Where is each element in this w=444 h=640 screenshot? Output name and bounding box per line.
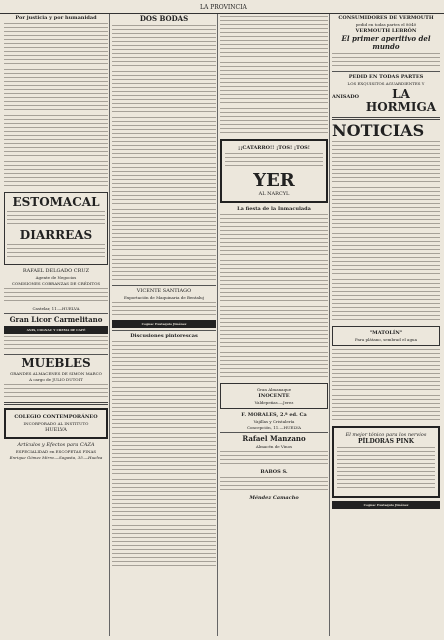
morales-title: F. MORALES, 2.ª ed. Ca: [241, 412, 307, 418]
article-text: [220, 352, 328, 380]
divider: [220, 432, 328, 433]
divider: [4, 402, 108, 405]
cognac-jimenez-2: Cognac Eustaquio Jiménez: [332, 501, 440, 509]
divider: [332, 71, 440, 72]
divider: [112, 330, 216, 331]
inocente-subtitle: Valdepeñas.—Jerez: [254, 400, 294, 405]
masthead-title: LA PROVINCIA: [200, 4, 247, 11]
almanaque-ad: [220, 383, 328, 409]
colegio-ad: [4, 408, 108, 439]
muebles-subtitle: GRANDES ALMACENES DE SIMON MARCO: [10, 371, 102, 376]
article-text: [220, 16, 328, 60]
pedid-title: PEDID EN TODAS PARTES: [348, 74, 424, 80]
colegio-city: HUELVA: [45, 427, 67, 433]
diarreas-title: DIARREAS: [19, 228, 93, 242]
article-text: [4, 161, 108, 189]
pildoras-title: PÍLDORAS PINK: [357, 438, 415, 445]
vicente-subtitle: Exportación de Maquinaria de Bentaluj: [124, 295, 204, 300]
mendez-camacho: Méndez Camacho: [249, 495, 299, 501]
article-text: [112, 255, 216, 283]
colegio-title: COLEGIO CONTEMPORÁNEO: [14, 414, 98, 420]
muebles-manager: A cargo de JULIO DUTOIT: [29, 377, 83, 382]
ad-text: [332, 53, 440, 69]
article-text: [220, 214, 328, 258]
article-text: [112, 387, 216, 431]
article-text: [332, 141, 440, 185]
cognac-jimenez: Cognac Eustaquio Jiménez: [112, 320, 216, 328]
enrique-address: Enrique Gómez Mirra.—Sagasta, 35.—Huelva: [9, 455, 103, 460]
estomacal-title: ESTOMACAL: [12, 195, 100, 209]
primer-aperitivo: El primer aperitivo del mundo: [341, 34, 431, 51]
article-text: [112, 117, 216, 161]
concepcion-address: Concepción, 11.—HUELVA: [246, 425, 302, 430]
divider: [4, 313, 108, 314]
agent-name: RAFAEL DELGADO CRUZ: [22, 268, 90, 274]
column-2: [112, 14, 216, 636]
exquisitos: LOS EXQUISITOS AGUARDIENTES Y: [347, 81, 425, 86]
article-text: [112, 433, 216, 477]
consumidores-title: CONSUMIDORES DE VERMOUTH: [338, 15, 434, 21]
column-1: [4, 14, 108, 636]
licor-title: Gran Licor Carmelitano: [9, 315, 103, 324]
muebles-title: MUEBLES: [21, 356, 91, 370]
article-text: [332, 395, 440, 423]
yer-title: YER: [253, 170, 295, 191]
article-text: [4, 115, 108, 159]
hormiga-title: LA HORMIGA: [365, 87, 437, 114]
ad-text: [220, 451, 328, 467]
headline-justicia: Por justicia y por humanidad: [15, 15, 97, 21]
hormiga-row: [332, 87, 440, 115]
article-text: [220, 62, 328, 106]
article-text: [332, 279, 440, 323]
divider: [332, 117, 440, 120]
ad-text: [220, 477, 328, 493]
section-discusiones: Discusiones pintorescas: [130, 333, 198, 339]
manzano-subtitle: Almacén de Vinos: [255, 444, 293, 449]
column-rule: [217, 14, 218, 636]
article-text: [4, 69, 108, 113]
article-text: [332, 187, 440, 231]
matolin-title: "MATOLÍN": [369, 330, 403, 336]
estomacal-ad: [4, 192, 108, 265]
escopetas: ESPECIALIDAD en ESCOPETAS FINAS: [15, 449, 97, 454]
ad-text: [4, 288, 108, 304]
column-3: [220, 14, 328, 636]
colegio-subtitle: INCORPORADO AL INSTITUTO: [23, 421, 89, 426]
manzano-title: Rafael Manzano: [242, 434, 306, 443]
article-text: [112, 479, 216, 523]
comisiones: COMISIONES COBRANZAS DE CRÉDITOS: [11, 281, 101, 286]
article-text: [220, 108, 328, 136]
anisado-label: ANISADO: [332, 94, 359, 100]
ad-text: [7, 211, 105, 227]
agent-address: Castelar, 11.—HUELVA: [32, 306, 80, 311]
inocente-title: INOCENTE: [258, 393, 290, 399]
vajillas: Vajillas y Cristalería: [253, 419, 295, 424]
article-text: [332, 349, 440, 393]
article-text: [4, 23, 108, 67]
almanaque-title: Gran Almanaque: [256, 387, 292, 392]
article-text: [112, 525, 216, 569]
noticias-title: NOTICIAS: [332, 121, 425, 140]
matolin-ad: [332, 326, 440, 346]
column-rule: [329, 14, 330, 636]
pildoras-ad: [332, 426, 440, 498]
article-text: [112, 25, 216, 69]
ad-text: [225, 153, 323, 169]
masthead: [0, 2, 444, 14]
agent-subtitle: Agente de Negocios: [35, 275, 77, 280]
article-text: [112, 209, 216, 253]
pildoras-tagline: El mejor tónico para los nervios: [345, 432, 427, 438]
ad-text: [112, 302, 216, 318]
article-text: [220, 306, 328, 350]
article-text: [220, 260, 328, 304]
yer-ad: [220, 139, 328, 203]
licor-subtitle: ANIS, COGNAC Y CREMA DE CAFÉ: [4, 326, 108, 334]
divider: [112, 285, 216, 286]
ad-text: [337, 447, 435, 491]
vermouth-lebron: VERMOUTH LEBRÓN: [355, 28, 417, 34]
consumidores-subtitle: pedid en todas partes el 8040: [355, 22, 417, 27]
article-text: [112, 341, 216, 385]
yer-subtitle: AL NARCYL: [258, 191, 290, 197]
headline-dos-bodas: DOS BODAS: [139, 14, 189, 23]
article-text: [112, 163, 216, 207]
ad-text: [4, 336, 108, 352]
divider: [4, 354, 108, 355]
headline-inmaculada: La fiesta de la Inmaculada: [237, 206, 311, 212]
catarro-title: ¡¡CATARRO!! ¡TOS! ¡TOS!: [238, 145, 310, 151]
column-4: [332, 14, 440, 636]
article-text: [332, 233, 440, 277]
vicente-name: VICENTE SANTIAGO: [136, 288, 192, 294]
article-text: [112, 71, 216, 115]
ad-text: [4, 384, 108, 400]
ad-text: [7, 244, 105, 260]
babos-title: BABOS S.: [260, 469, 288, 475]
column-rule: [109, 14, 110, 636]
matolin-subtitle: Para plátano, sembrad el agua: [355, 337, 417, 342]
articulos-caza: Artículos y Efectos para CAZA: [17, 442, 95, 448]
